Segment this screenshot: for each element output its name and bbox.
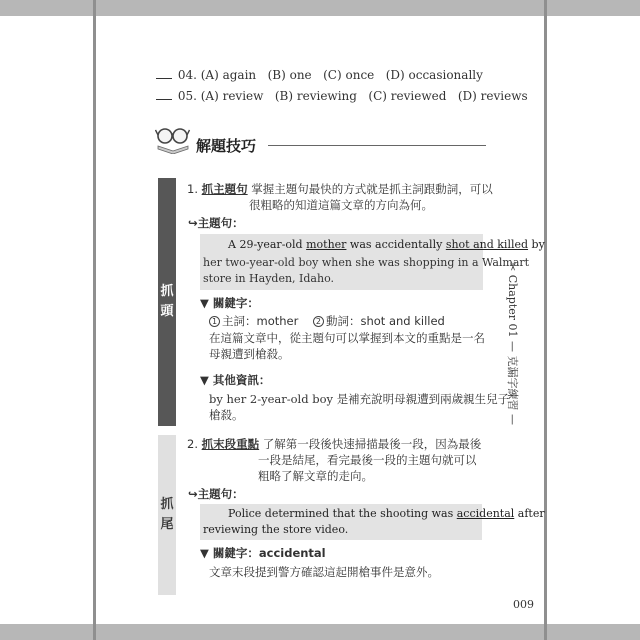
quote-line-2: her two-year-old boy when she was shopping in a Walmart xyxy=(203,256,530,269)
step1-explain-line2: 母親遭到槍殺。 xyxy=(209,347,290,361)
step2-keyword-label: ▼ 關鍵字：accidental xyxy=(200,546,326,560)
option-a: (A) review xyxy=(200,89,264,103)
step1-other-line1: by her 2-year-old boy 是補充說明母親遭到兩歲親生兒子 xyxy=(209,392,510,406)
question-04: 04. (A) again (B) one (C) once (D) occasionally xyxy=(156,68,483,82)
tab-grab-head: 抓 頭 xyxy=(158,178,176,426)
step2-desc-line3: 粗略了解文章的走向。 xyxy=(258,469,373,483)
circled-two-icon: 2 xyxy=(313,316,324,327)
section-heading: 解題技巧 xyxy=(196,137,257,155)
heading-rule xyxy=(268,145,486,146)
step1-title: 抓主題句 xyxy=(201,182,248,196)
step2-quote-box xyxy=(200,504,545,540)
option-b: (B) one xyxy=(267,68,312,82)
arrow-return-icon: ↪ xyxy=(188,216,198,230)
quote-line-2: reviewing the store video. xyxy=(203,523,349,536)
left-page-edge xyxy=(93,0,96,640)
option-c: (C) once xyxy=(323,68,375,82)
triangle-bullet-icon: ▼ xyxy=(200,373,209,387)
right-page-edge xyxy=(544,0,547,640)
quote-line-3: store in Hayden, Idaho. xyxy=(203,272,335,285)
tab-grab-tail: 抓 尾 xyxy=(158,435,176,595)
step1-other-label: ▼ 其他資訊： xyxy=(200,373,271,387)
quote-line-1: A 29-year-old mother was accidentally shot and killed by xyxy=(228,238,545,251)
page-number: 009 xyxy=(513,598,534,611)
step2-heading: 2. 抓末段重點 了解第一段後快速掃描最後一段，因為最後 xyxy=(187,437,482,451)
option-d: (D) reviews xyxy=(457,89,528,103)
triangle-bullet-icon: ▼ xyxy=(200,546,209,560)
option-d: (D) occasionally xyxy=(385,68,483,82)
glasses-icon xyxy=(155,124,191,154)
answer-blank[interactable] xyxy=(156,90,172,100)
step1-keywords: 1 主詞：mother 2 動詞：shot and killed xyxy=(209,313,445,329)
chapter-label: ✂ Chapter 01 — 克漏字練習 — xyxy=(506,262,519,425)
question-05: 05. (A) review (B) reviewing (C) reviewed (D) reviews xyxy=(156,89,528,103)
arrow-return-icon: ↪ xyxy=(188,487,198,501)
step1-heading: 1. 抓主題句 掌握主題句最快的方式就是抓主詞跟動詞，可以 xyxy=(187,182,493,196)
step1-explain-line1: 在這篇文章中，從主題句可以掌握到本文的重點是一名 xyxy=(209,331,485,345)
step2-desc-line2: 一段是結尾，看完最後一段的主題句就可以 xyxy=(258,453,477,467)
step2-title: 抓末段重點 xyxy=(201,437,260,451)
option-c: (C) reviewed xyxy=(368,89,447,103)
step2-topic-label: ↪主題句： xyxy=(188,487,244,501)
chapter-sidebar xyxy=(495,262,525,425)
step1-desc-cont: 很粗略的知道這篇文章的方向為何。 xyxy=(249,198,433,212)
quote-line-1: Police determined that the shooting was accidental after xyxy=(228,507,545,520)
step2-explain: 文章末段提到警方確認這起開槍事件是意外。 xyxy=(209,565,439,579)
step1-topic-label: ↪主題句： xyxy=(188,216,244,230)
option-a: (A) again xyxy=(200,68,257,82)
option-b: (B) reviewing xyxy=(274,89,357,103)
step1-keyword-label: ▼ 關鍵字： xyxy=(200,296,259,310)
answer-blank[interactable] xyxy=(156,69,172,79)
circled-one-icon: 1 xyxy=(209,316,220,327)
triangle-bullet-icon: ▼ xyxy=(200,296,209,310)
step1-other-line2: 槍殺。 xyxy=(209,408,244,422)
